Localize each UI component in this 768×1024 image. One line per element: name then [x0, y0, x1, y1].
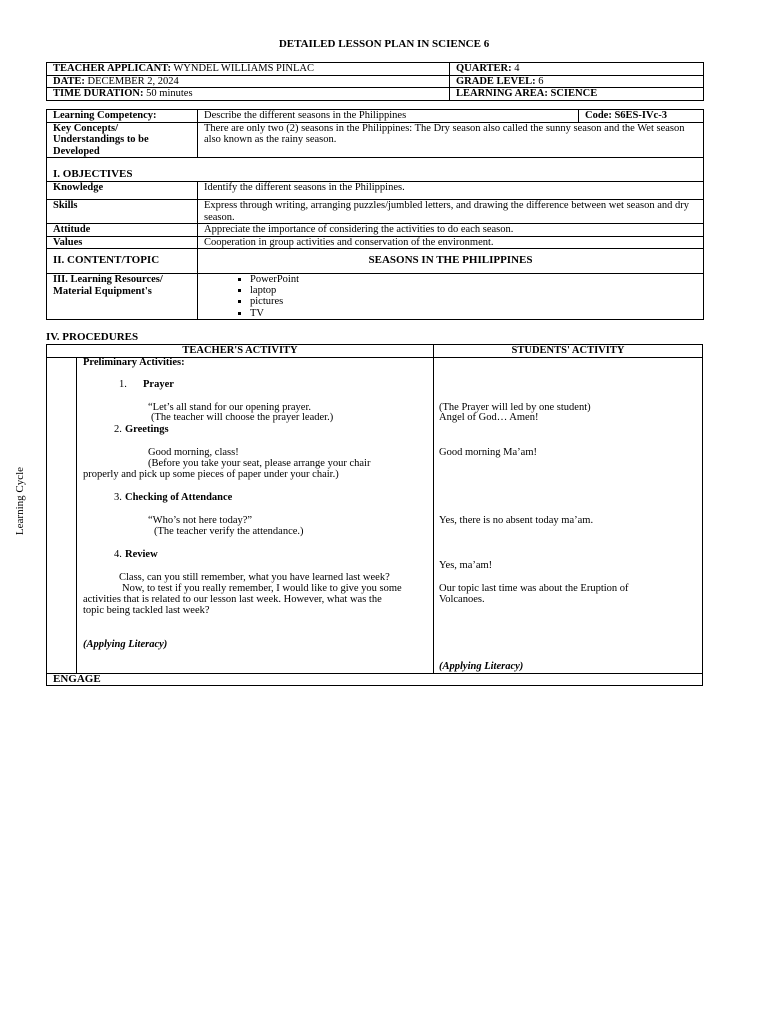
- knowledge-value: Identify the different seasons in the Philippines.: [198, 182, 704, 200]
- skills-label: Skills: [53, 200, 78, 211]
- attendance-teacher-line2: (The teacher verify the attendance.): [154, 526, 304, 537]
- review-student-line1: Yes, ma’am!: [439, 560, 493, 571]
- greetings-student-line1: Good morning Ma’am!: [439, 447, 537, 458]
- review-number: 4.: [114, 549, 122, 560]
- teacher-cell: TEACHER APPLICANT: WYNDEL WILLIAMS PINLAC: [47, 63, 450, 76]
- date-cell: DATE: DECEMBER 2, 2024: [47, 75, 450, 88]
- learning-cycle-label: Learning Cycle: [14, 466, 27, 536]
- attitude-value: Appreciate the importance of considering the activities to do each season.: [198, 224, 704, 237]
- greetings-teacher-line3: properly and pick up some pieces of paper under your chair.): [83, 469, 339, 480]
- resources-list-cell: [198, 274, 704, 320]
- grade-value: 6: [538, 75, 544, 87]
- student-activity-header: STUDENTS' ACTIVITY: [434, 345, 702, 358]
- resources-label: III. Learning Resources/ Material Equipment's: [53, 274, 163, 297]
- skills-value: Express through writing, arranging puzzles/jumbled letters, and drawing the difference between wet season and dry season.: [198, 200, 704, 224]
- date-value: DECEMBER 2, 2024: [87, 75, 179, 87]
- procedures-table: [46, 344, 703, 686]
- duration-value: 50 minutes: [146, 88, 193, 99]
- prayer-number: 1.: [119, 379, 127, 390]
- attendance-student-line1: Yes, there is no absent today ma’am.: [439, 515, 594, 526]
- prayer-heading: Prayer: [143, 379, 174, 390]
- resources-list: [204, 274, 697, 319]
- review-teacher-line1: Class, can you still remember, what you have learned last week?: [119, 572, 390, 583]
- attendance-heading: Checking of Attendance: [125, 492, 233, 503]
- grade-cell: GRADE LEVEL: 6: [450, 75, 704, 88]
- content-topic: SEASONS IN THE PHILIPPINES: [368, 254, 533, 267]
- procedures-heading: IV. PROCEDURES: [46, 331, 139, 343]
- knowledge-label: Knowledge: [53, 182, 104, 193]
- attendance-teacher-line1: “Who’s not here today?”: [148, 515, 253, 526]
- content-label: II. CONTENT/TOPIC: [53, 254, 160, 267]
- prayer-teacher-line1: “Let’s all stand for our opening prayer.: [148, 402, 311, 413]
- teacher-activity-header: TEACHER'S ACTIVITY: [47, 345, 433, 358]
- greetings-teacher-line1: Good morning, class!: [148, 447, 239, 458]
- competency-value: Describe the different seasons in the Philippines: [198, 110, 579, 123]
- review-heading: Review: [125, 549, 158, 560]
- greetings-heading: Greetings: [125, 424, 169, 435]
- engage-label: ENGAGE: [53, 673, 101, 685]
- quarter-cell: QUARTER: 4: [450, 63, 704, 76]
- attitude-label: Attitude: [53, 224, 91, 235]
- concepts-label: Key Concepts/ Understandings to be Developed: [53, 122, 149, 157]
- attendance-number: 3.: [114, 492, 122, 503]
- review-student-line3: Volcanoes.: [439, 594, 485, 605]
- prayer-teacher-line2: (The teacher will choose the prayer leader.): [151, 412, 334, 423]
- resource-item: ▪ laptop: [250, 285, 697, 296]
- values-label: Values: [53, 236, 83, 248]
- review-teacher-line3: activities that is related to our lesson last week. However, what was the: [83, 594, 382, 605]
- review-teacher-line2: Now, to test if you really remember, I would like to give you some: [122, 583, 402, 594]
- prayer-student-line1: (The Prayer will led by one student): [439, 402, 591, 413]
- area-cell: LEARNING AREA: SCIENCE: [450, 88, 704, 101]
- header-table: [46, 62, 704, 101]
- resource-item: ▪ TV: [250, 308, 697, 319]
- review-teacher-line4: topic being tackled last week?: [83, 605, 210, 616]
- document-title: DETAILED LESSON PLAN IN SCIENCE 6: [278, 38, 490, 50]
- objectives-heading: I. OBJECTIVES: [53, 167, 133, 180]
- review-student-line2: Our topic last time was about the Eruption of: [439, 583, 629, 594]
- greetings-teacher-line2: (Before you take your seat, please arrange your chair: [148, 458, 371, 469]
- quarter-value: 4: [514, 63, 520, 74]
- concepts-value: There are only two (2) seasons in the Philippines: The Dry season also called the sunny season and the Wet season also known as the rainy season.: [198, 122, 704, 158]
- student-literacy-note: (Applying Literacy): [439, 661, 524, 672]
- competency-label: Learning Competency:: [53, 110, 157, 121]
- competency-code: Code: S6ES-IVc-3: [585, 110, 667, 121]
- resource-item: ▪ PowerPoint: [250, 274, 697, 285]
- lesson-table: [46, 109, 704, 320]
- teacher-name: WYNDEL WILLIAMS PINLAC: [173, 63, 314, 74]
- resource-item: ▪ pictures: [250, 296, 697, 307]
- teacher-literacy-note: (Applying Literacy): [83, 639, 168, 650]
- prayer-student-line2: Angel of God… Amen!: [439, 412, 539, 423]
- duration-cell: TIME DURATION: 50 minutes: [47, 88, 450, 101]
- values-value: Cooperation in group activities and conservation of the environment.: [198, 236, 704, 249]
- preliminary-heading: Preliminary Activities:: [83, 357, 185, 368]
- greetings-number: 2.: [114, 424, 122, 435]
